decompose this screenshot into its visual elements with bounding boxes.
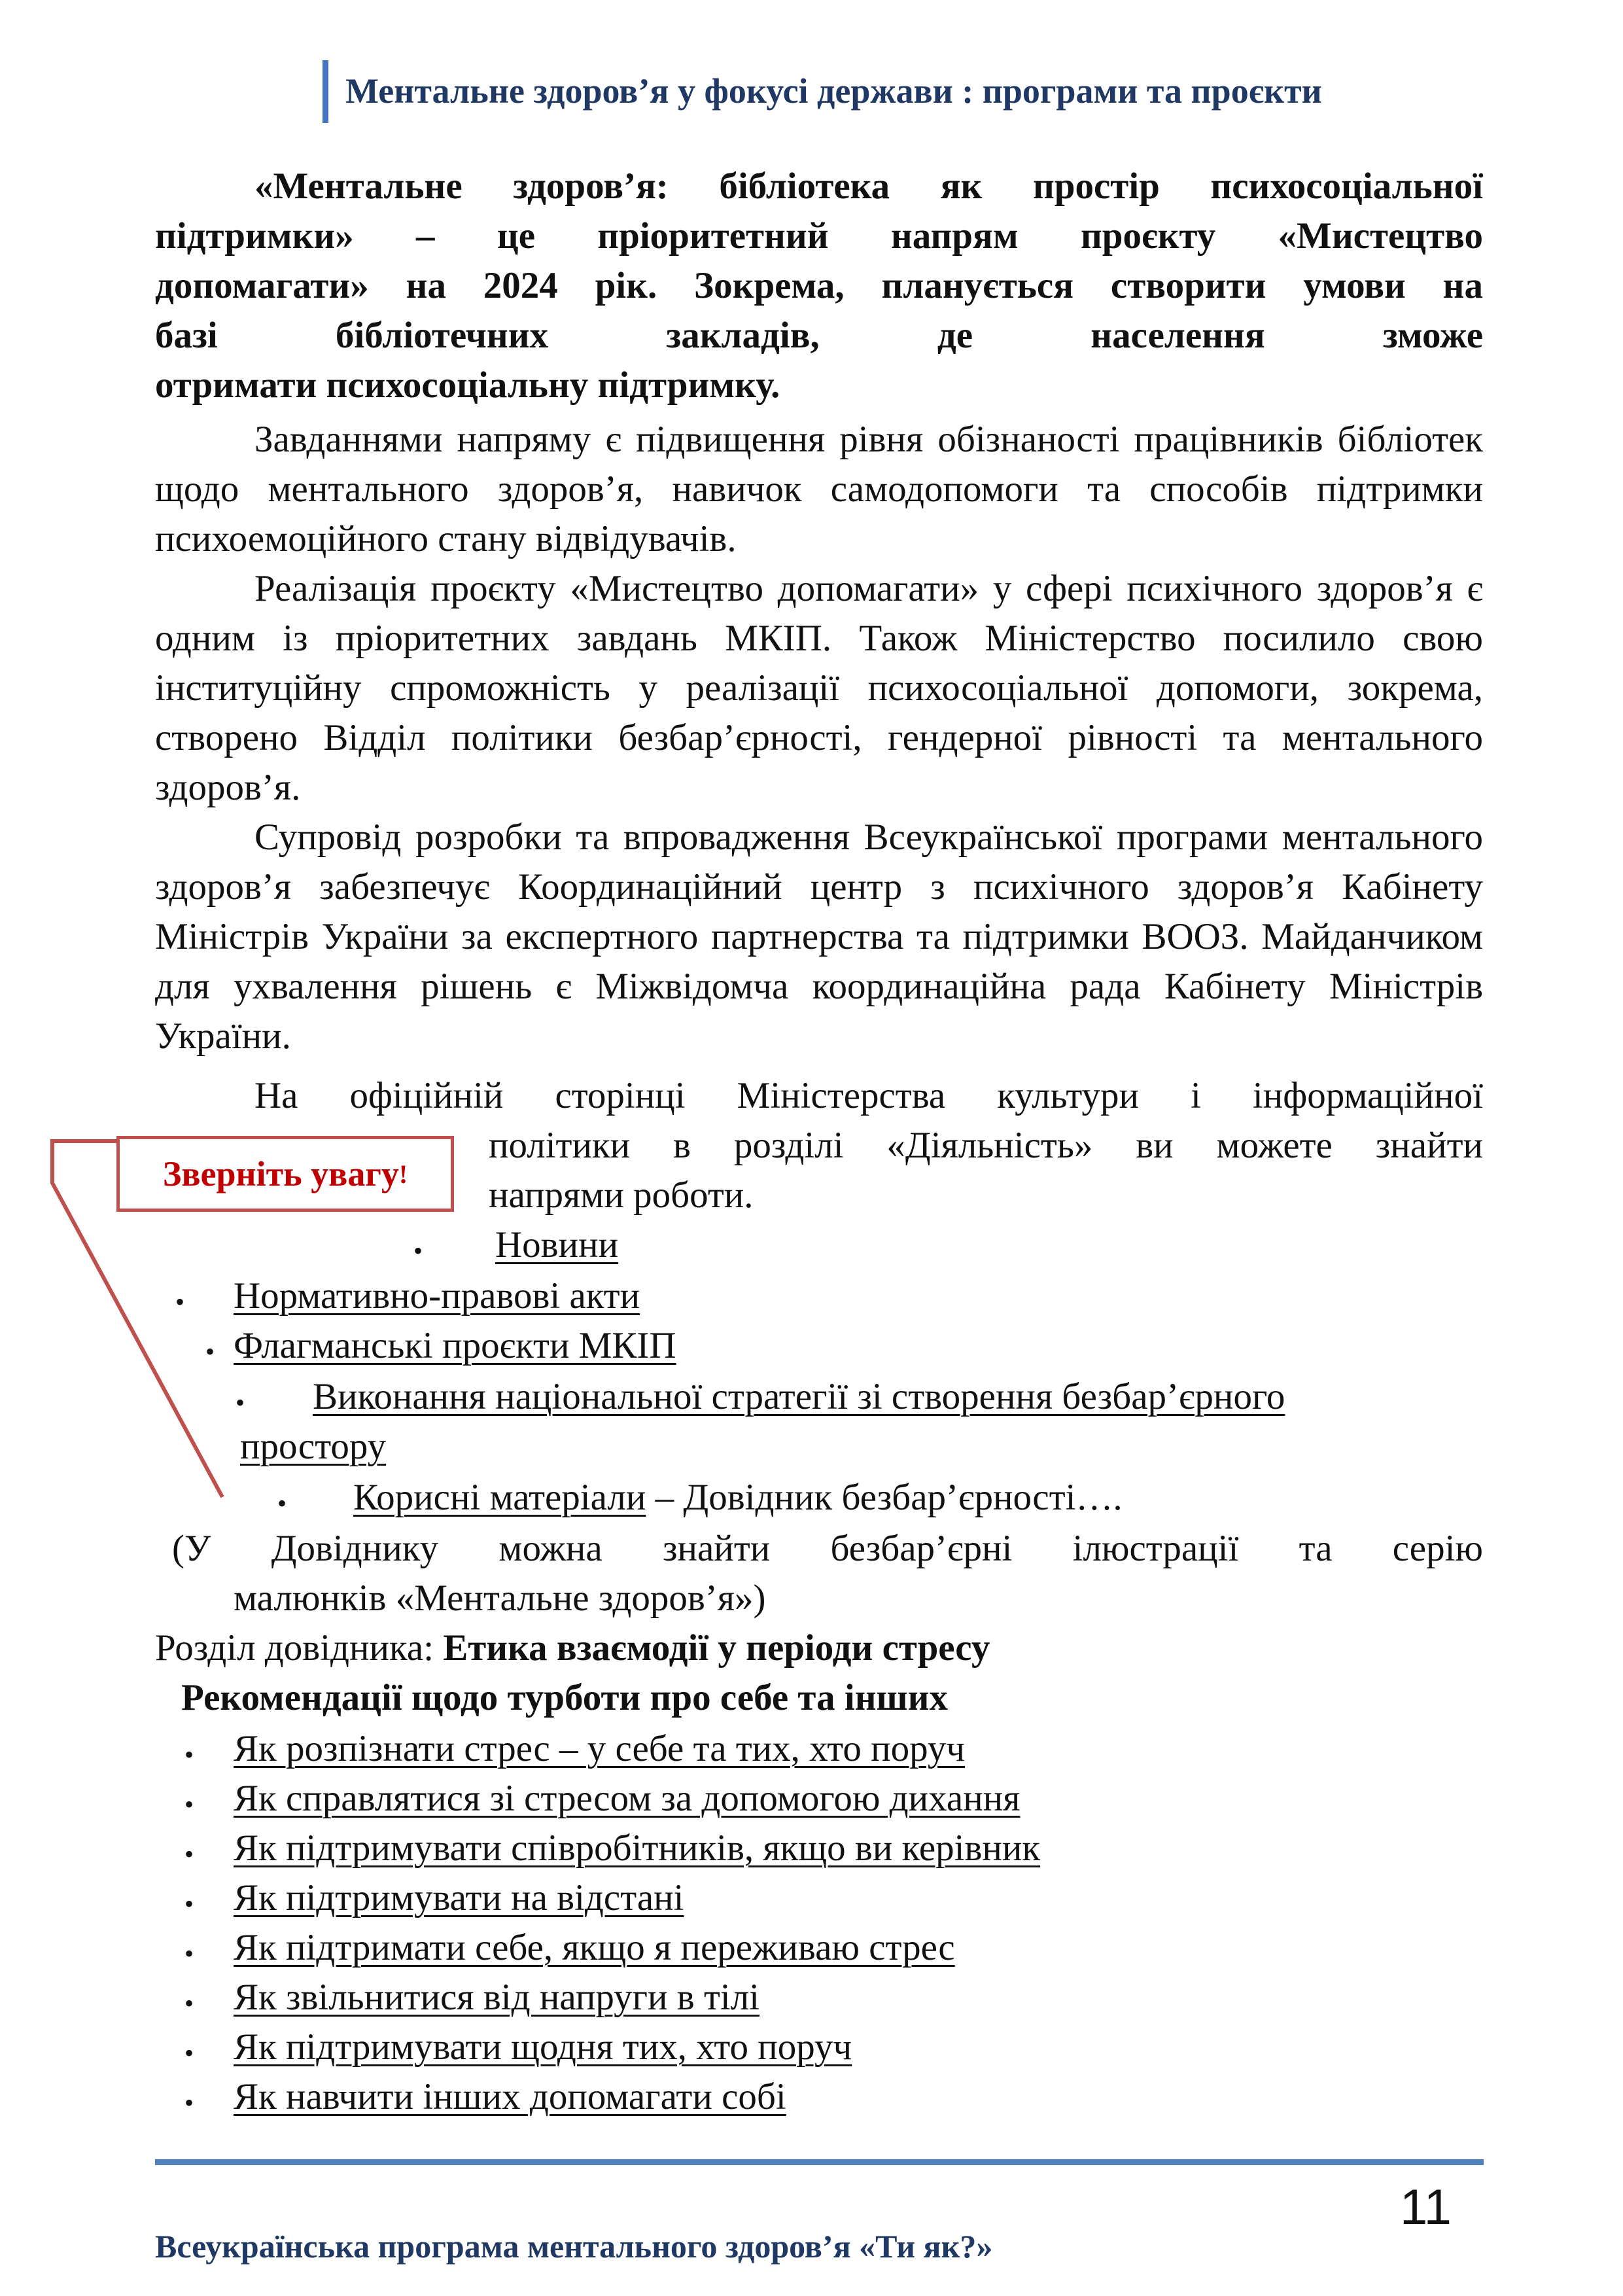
- bullet: •: [175, 1287, 185, 1316]
- recommendations-title: Рекомендації щодо турботи про себе та інших: [181, 1677, 949, 1718]
- bullet: •: [184, 1740, 194, 1769]
- bullet: •: [184, 1889, 194, 1918]
- callout-exclamation: !: [398, 1159, 408, 1189]
- handbook-note-line-2: малюнків «Ментальне здоров’я»): [234, 1578, 766, 1619]
- ministry-line-3: напрями роботи.: [489, 1174, 754, 1216]
- link-recommendation[interactable]: Як звільнитися від напруги в тілі: [234, 1977, 759, 2018]
- bullet: •: [184, 1939, 194, 1968]
- bullet: •: [413, 1236, 423, 1265]
- bullet: •: [205, 1337, 215, 1366]
- useful-materials-item: Корисні матеріали – Довідник безбар’єрності….: [353, 1477, 1123, 1518]
- link-recommendation[interactable]: Як підтримувати щодня тих, хто поруч: [234, 2026, 852, 2068]
- ministry-line-2: політики в розділі «Діяльність» ви можете знайти: [489, 1125, 1483, 1166]
- ministry-line-1: На офіційній сторінці Міністерства культури і інформаційної: [254, 1075, 1483, 1116]
- link-barrier-free-strategy-cont[interactable]: простору: [240, 1426, 387, 1467]
- bullet: •: [184, 2038, 194, 2068]
- bullet: •: [236, 1388, 245, 1417]
- footer-title: Всеукраїнська програма ментального здоров’я «Ти як?»: [155, 2228, 993, 2265]
- paragraph-coordination: Супровід розробки та впровадження Всеукраїнської програми ментального здоров’я забезпечує Координаційний центр з психічного здоров’я Кабінету Міністрів України за експертного партнерства та підтримки ВООЗ. Майданчиком для ухвалення рішень є Міжвідомча координаційна рада Кабінету Міністрів України.: [155, 817, 1483, 1057]
- body-paragraphs: [155, 415, 1483, 1061]
- intro-line-2: підтримки» – це пріоритетний напрям проєкту «Мистецтво: [155, 215, 1483, 256]
- callout-pointer: [46, 1139, 236, 1505]
- intro-line-4: базі бібліотечних закладів, де населення зможе: [155, 315, 1483, 356]
- page-number: 11: [1400, 2180, 1452, 2235]
- bullet: •: [184, 1988, 194, 2018]
- bullet: •: [184, 1839, 194, 1869]
- callout-text: Зверніть увагу: [162, 1154, 399, 1193]
- bullet: •: [184, 2088, 194, 2117]
- intro-line-3: допомагати» на 2024 рік. Зокрема, планується створити умови на: [155, 265, 1483, 306]
- header-accent-bar: [323, 60, 328, 123]
- handbook-note-line-1: (У Довіднику можна знайти безбар’єрні ілюстрації та серію: [172, 1528, 1483, 1569]
- handbook-section-title: Етика взаємодії у періоди стресу: [443, 1627, 990, 1669]
- link-legal-acts[interactable]: Нормативно-правові акти: [234, 1275, 640, 1316]
- link-news[interactable]: Новини: [495, 1224, 619, 1265]
- link-flagship-projects[interactable]: Флагманські проєкти МКІП: [234, 1325, 676, 1366]
- link-recommendation[interactable]: Як розпізнати стрес – у себе та тих, хто поруч: [234, 1728, 966, 1769]
- intro-line-1: «Ментальне здоров’я: бібліотека як простір психосоціальної: [254, 166, 1483, 207]
- bullet: •: [184, 1790, 194, 1819]
- running-header: Ментальне здоров’я у фокусі держави : програми та проєкти: [345, 71, 1322, 111]
- bullet: •: [277, 1489, 287, 1518]
- link-recommendation[interactable]: Як підтримати себе, якщо я переживаю стрес: [234, 1927, 955, 1968]
- paragraph-implementation: Реалізація проєкту «Мистецтво допомагати» у сфері психічного здоров’я є одним із пріоритетних завдань МКІП. Також Міністерство посилило свою інституційну спроможність у реалізації психосоціальної допомоги, зокрема, створено Відділ політики безбар’єрності, гендерної рівності та ментального здоров’я.: [155, 568, 1483, 808]
- paragraph-tasks: Завданнями напряму є підвищення рівня обізнаності працівників бібліотек щодо ментального здоров’я, навичок самодопомоги та способів підтримки психоемоційного стану відвідувачів.: [155, 419, 1483, 559]
- handbook-section: Розділ довідника: Етика взаємодії у періоди стресу: [155, 1627, 990, 1669]
- link-useful-materials[interactable]: Корисні матеріали: [353, 1477, 646, 1518]
- footer-rule: [155, 2159, 1484, 2165]
- link-recommendation[interactable]: Як навчити інших допомагати собі: [234, 2076, 786, 2117]
- intro-line-5: отримати психосоціальну підтримку.: [155, 364, 780, 406]
- link-recommendation[interactable]: Як підтримувати співробітників, якщо ви керівник: [234, 1828, 1041, 1869]
- link-recommendation[interactable]: Як підтримувати на відстані: [234, 1877, 684, 1918]
- link-barrier-free-strategy[interactable]: Виконання національної стратегії зі створення безбар’єрного: [313, 1376, 1285, 1417]
- link-recommendation[interactable]: Як справлятися зі стресом за допомогою дихання: [234, 1778, 1021, 1819]
